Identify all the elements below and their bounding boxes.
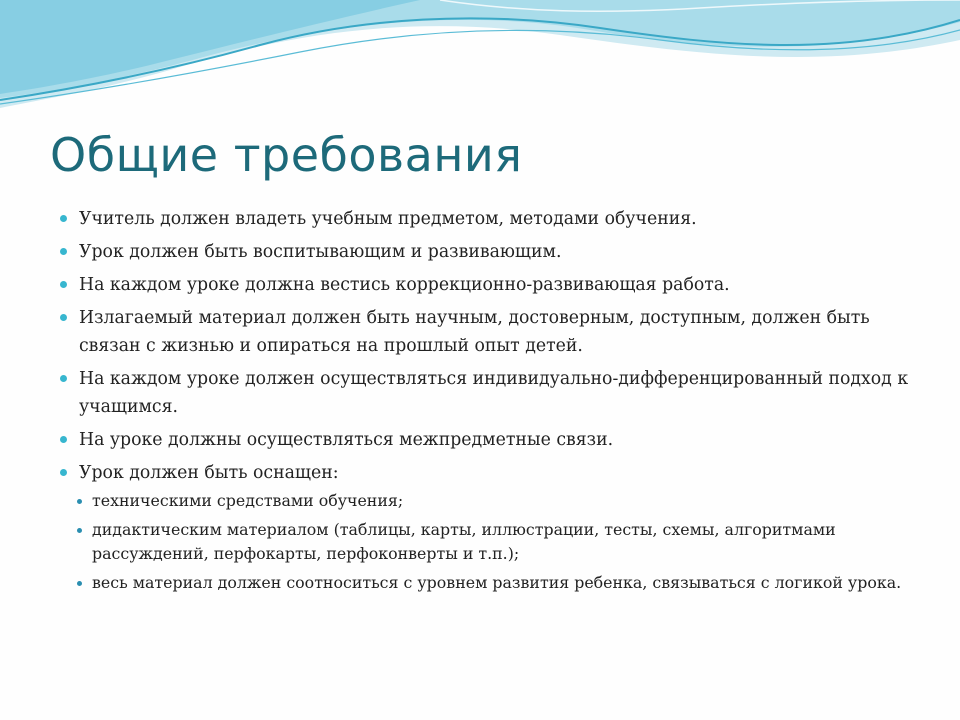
bullet-item: Излагаемый материал должен быть научным, достоверным, доступным, должен быть связан с жизнью и опираться на прошлый опыт детей. [60, 304, 920, 360]
bullet-item: На каждом уроке должен осуществляться индивидуально-дифференцированный подход к учащимся. [60, 365, 920, 421]
bullet-item-with-sublist [60, 459, 920, 595]
sub-bullet-item: дидактическим материалом (таблицы, карты, иллюстрации, тесты, схемы, алгоритмами рассуждений, перфокарты, перфоконверты и т.п.); [77, 518, 920, 566]
header-wave-decoration [0, 0, 960, 120]
sub-bullet-item: весь материал должен соотноситься с уровнем развития ребенка, связываться с логикой урока. [77, 571, 920, 595]
bullet-item: На каждом уроке должна вестись коррекционно-развивающая работа. [60, 271, 920, 299]
bullet-item: На уроке должны осуществляться межпредметные связи. [60, 426, 920, 454]
bullet-item-label: Урок должен быть оснащен: [79, 463, 339, 483]
sub-bullet-item: техническими средствами обучения; [77, 489, 920, 513]
bullet-item: Урок должен быть воспитывающим и развивающим. [60, 238, 920, 266]
bullet-item: Учитель должен владеть учебным предметом, методами обучения. [60, 205, 920, 233]
bullet-list [60, 205, 920, 600]
slide-title: Общие требования [50, 128, 523, 182]
sub-bullet-list [77, 489, 920, 595]
